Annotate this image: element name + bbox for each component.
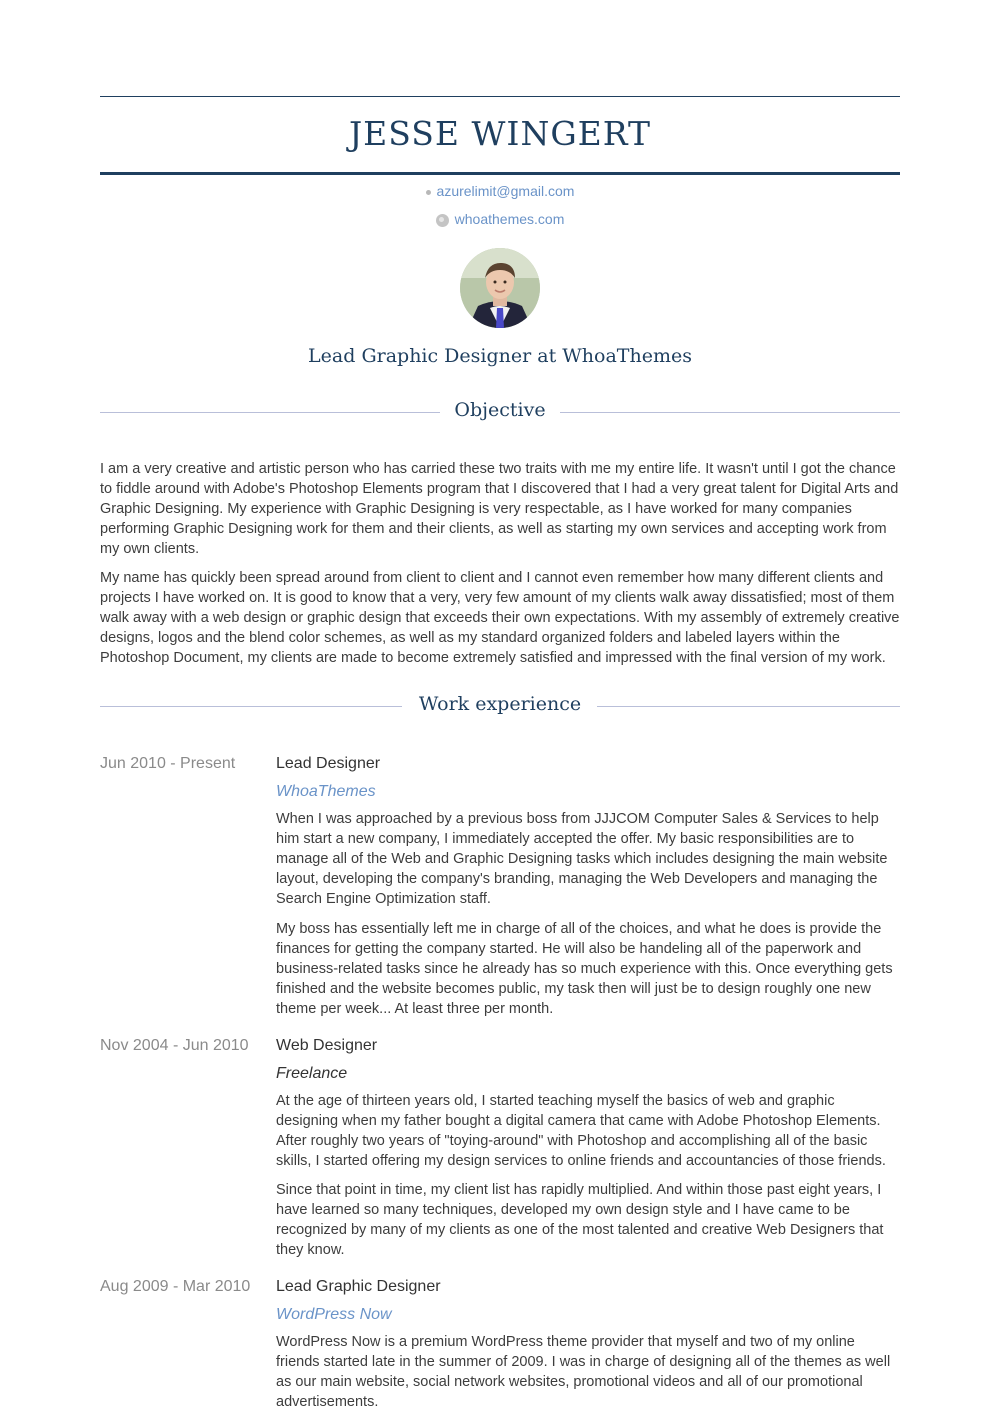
company-link[interactable]: WordPress Now <box>276 1306 392 1323</box>
avatar-photo <box>460 248 540 328</box>
globe-icon <box>436 214 449 227</box>
work-section-title <box>100 690 900 720</box>
website-link[interactable]: whoathemes.com <box>454 211 565 227</box>
email-row <box>100 182 900 200</box>
bullet-icon <box>426 190 431 195</box>
headline: Lead Graphic Designer at WhoaThemes <box>308 345 692 367</box>
objective-section-title <box>100 396 900 426</box>
job-description: Since that point in time, my client list has rapidly multiplied. And within those past eight years, I have learned so many techniques, developed my own design style and I have came to be recognized by many of my clients as one of the most talented and creative Web Designers that they know. <box>276 1182 884 1258</box>
job-description: My boss has essentially left me in charge of all of the choices, and what he does is provide the finances for getting the company started. He will also be handeling all of the paperwork and business-related tasks since he already has so much experience with this. Once everything gets finished and the website becomes public, my task then will just be to design roughly one new theme per week... At least three per month. <box>276 921 893 1017</box>
email-link[interactable]: azurelimit@gmail.com <box>436 183 575 199</box>
work-heading: Work experience <box>418 693 582 715</box>
job-description: At the age of thirteen years old, I started teaching myself the basics of web and graphic designing when my father bought a digital camera that came with Adobe Photoshop Elements. After roughly two years of "toying-around" with Photoshop and accomplishing all of the basic skills, I started offering my design services to online friends and accountancies of those friends. <box>276 1093 886 1169</box>
job-description: When I was approached by a previous boss from JJJCOM Computer Sales & Services to help him start a new company, I immediately accepted the offer. My basic responsibilities are to manage all of the Web and Graphic Designing tasks which includes designing the main website layout, developing the company's branding, managing the Web Developers and managing the Search Engine Optimization staff. <box>276 811 888 907</box>
objective-paragraph: I am a very creative and artistic person who has carried these two traits with me my entire life. It wasn't until I got the chance to fiddle around with Adobe's Photoshop Elements program that I discovered that I had a very great talent for Digital Arts and Graphic Designing. My experience with Graphic Designing is very respectable, as I have worked for many companies performing Graphic Designing work for them and their clients, as well as starting my own services and accepting work from my own clients. <box>100 461 899 557</box>
candidate-name: JESSE WINGERT <box>348 114 652 153</box>
job-dates: Jun 2010 - Present <box>100 755 236 772</box>
job-title: Web Designer <box>276 1037 378 1054</box>
website-row <box>100 210 900 228</box>
job-dates: Aug 2009 - Mar 2010 <box>100 1278 251 1295</box>
avatar <box>460 248 540 328</box>
job-title: Lead Designer <box>276 755 381 772</box>
objective-heading: Objective <box>454 399 546 421</box>
job-description: WordPress Now is a premium WordPress theme provider that myself and two of my online friends started late in the summer of 2009. I was in charge of designing all of the themes as well as our main website, social network websites, promotional videos and all of our promotional advertisements. <box>276 1334 891 1410</box>
job-title: Lead Graphic Designer <box>276 1278 441 1295</box>
company-name: Freelance <box>276 1065 348 1082</box>
header-top-rule <box>100 96 900 97</box>
header-bottom-rule <box>100 172 900 175</box>
job-dates: Nov 2004 - Jun 2010 <box>100 1037 249 1054</box>
objective-paragraph: My name has quickly been spread around from client to client and I cannot even remember how many different clients and projects I have worked on. It is good to know that a very, very few amount of my clients walk away dissatisfied; most of them walk away with a web design or graphic design that exceeds their own expectations. With my assembly of extremely creative designs, logos and the blend color schemes, as well as my standard organized folders and labeled layers within the Photoshop Document, my clients are made to become extremely satisfied and impressed with the final version of my work. <box>100 570 900 666</box>
company-link[interactable]: WhoaThemes <box>276 783 376 800</box>
